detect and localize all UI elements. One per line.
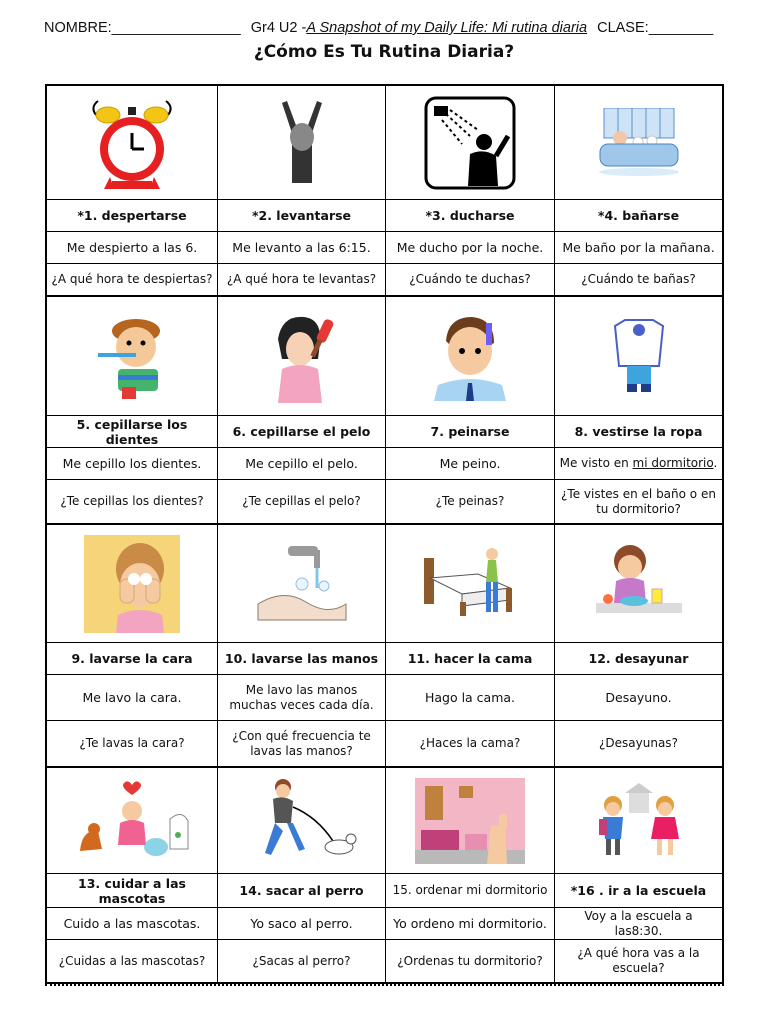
question: ¿Con qué frecuencia te lavas las manos? (218, 720, 385, 766)
stretching-person-icon (218, 86, 385, 199)
routine-grid (45, 84, 724, 984)
example-sentence: Yo saco al perro. (218, 907, 385, 939)
nombre-label: NOMBRE: (44, 20, 112, 36)
verb-label: 14. sacar al perro (218, 873, 385, 907)
routine-cell-14 (218, 768, 386, 982)
question: ¿Sacas al perro? (218, 939, 385, 982)
hairbrush-icon (218, 297, 385, 415)
routine-cell-16 (555, 768, 722, 982)
question: ¿Te cepillas los dientes? (47, 479, 217, 523)
example-sentence: Me lavo la cara. (47, 674, 217, 720)
routine-cell-15 (386, 768, 555, 982)
routine-cell-1 (47, 86, 218, 295)
routine-cell-10 (218, 525, 386, 766)
example-sentence: Me cepillo los dientes. (47, 447, 217, 479)
example-sentence: Me ducho por la noche. (386, 231, 554, 263)
breakfast-icon (555, 525, 722, 642)
verb-label: 13. cuidar a las mascotas (47, 873, 217, 907)
routine-cell-2 (218, 86, 386, 295)
question: ¿A qué hora te levantas? (218, 263, 385, 295)
hand-wash-icon (218, 525, 385, 642)
bedroom-icon (386, 768, 554, 873)
toothbrush-icon (47, 297, 217, 415)
example-sentence: Me levanto a las 6:15. (218, 231, 385, 263)
question: ¿Cuidas a las mascotas? (47, 939, 217, 982)
question: ¿Te vistes en el baño o en tu dormitorio? (555, 479, 722, 523)
routine-cell-12 (555, 525, 722, 766)
routine-cell-6 (218, 297, 386, 523)
verb-label: *4. bañarse (555, 199, 722, 231)
pets-icon (47, 768, 217, 873)
question: ¿Cuándo te duchas? (386, 263, 554, 295)
example-sentence: Me baño por la mañana. (555, 231, 722, 263)
routine-cell-8 (555, 297, 722, 523)
worksheet-header (44, 20, 724, 40)
example-sentence: Me despierto a las 6. (47, 231, 217, 263)
question: ¿Te peinas? (386, 479, 554, 523)
shower-icon (386, 86, 554, 199)
comb-icon (386, 297, 554, 415)
verb-label: 11. hacer la cama (386, 642, 554, 674)
question: ¿A qué hora te despiertas? (47, 263, 217, 295)
question: ¿Haces la cama? (386, 720, 554, 766)
snapshot-title: A Snapshot of my Daily Life: Mi rutina diaria (306, 20, 588, 36)
example-sentence: Cuido a las mascotas. (47, 907, 217, 939)
verb-label: 8. vestirse la ropa (555, 415, 722, 447)
verb-label: *16 . ir a la escuela (555, 873, 722, 907)
question: ¿Te lavas la cara? (47, 720, 217, 766)
question: ¿Desayunas? (555, 720, 722, 766)
verb-label: 15. ordenar mi dormitorio (386, 873, 554, 907)
bottom-dotted-border (45, 984, 724, 986)
verb-label: 12. desayunar (555, 642, 722, 674)
routine-cell-13 (47, 768, 218, 982)
verb-label: *1. despertarse (47, 199, 217, 231)
example-sentence: Voy a la escuela a las8:30. (555, 907, 722, 939)
dressing-icon (555, 297, 722, 415)
alarm-clock-icon (47, 86, 217, 199)
unit-label: Gr4 U2 - (250, 20, 307, 36)
verb-label: 6. cepillarse el pelo (218, 415, 385, 447)
verb-label: 5. cepillarse los dientes (47, 415, 217, 447)
school-kids-icon (555, 768, 722, 873)
example-sentence: Me lavo las manos muchas veces cada día. (218, 674, 385, 720)
routine-cell-9 (47, 525, 218, 766)
page-title: ¿Cómo Es Tu Rutina Diaria? (253, 42, 515, 62)
routine-cell-4 (555, 86, 722, 295)
verb-label: 7. peinarse (386, 415, 554, 447)
question: ¿Te cepillas el pelo? (218, 479, 385, 523)
bathtub-icon (555, 86, 722, 199)
nombre-blank[interactable]: ________________ (111, 20, 241, 36)
routine-cell-11 (386, 525, 555, 766)
face-wash-icon (47, 525, 217, 642)
verb-label: 10. lavarse las manos (218, 642, 385, 674)
example-sentence: Hago la cama. (386, 674, 554, 720)
example-sentence: Me visto en mi dormitorio. (555, 447, 722, 479)
routine-cell-5 (47, 297, 218, 523)
question: ¿Ordenas tu dormitorio? (386, 939, 554, 982)
bed-icon (386, 525, 554, 642)
question: ¿A qué hora vas a la escuela? (555, 939, 722, 982)
clase-blank[interactable]: ________ (648, 20, 714, 36)
clase-label: CLASE: (597, 20, 649, 36)
verb-label: *3. ducharse (386, 199, 554, 231)
routine-cell-3 (386, 86, 555, 295)
example-sentence: Me cepillo el pelo. (218, 447, 385, 479)
verb-label: 9. lavarse la cara (47, 642, 217, 674)
example-sentence: Desayuno. (555, 674, 722, 720)
dog-walk-icon (218, 768, 385, 873)
question: ¿Cuándo te bañas? (555, 263, 722, 295)
example-sentence: Yo ordeno mi dormitorio. (386, 907, 554, 939)
example-sentence: Me peino. (386, 447, 554, 479)
routine-cell-7 (386, 297, 555, 523)
verb-label: *2. levantarse (218, 199, 385, 231)
